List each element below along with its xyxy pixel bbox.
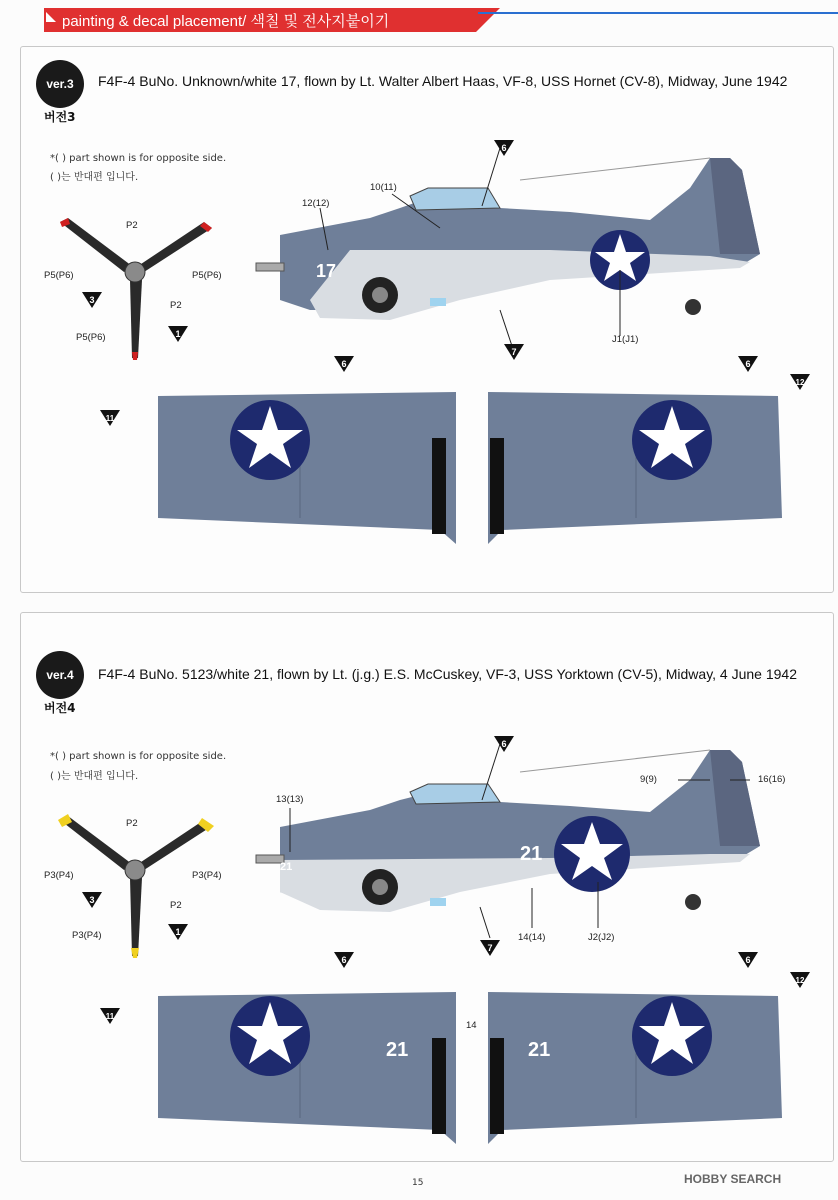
callout-marker	[738, 952, 758, 970]
callout-marker	[82, 892, 102, 910]
callout-number: 12	[795, 378, 805, 387]
national-insignia	[230, 400, 310, 480]
decal-label: 14	[466, 1020, 477, 1031]
decal-label: 16(16)	[758, 774, 786, 785]
callout-marker	[334, 952, 354, 970]
callout-marker	[494, 736, 514, 754]
national-insignia	[632, 400, 712, 480]
propeller-hub	[125, 860, 145, 880]
callout-marker	[168, 924, 188, 942]
aircraft-side-view	[250, 150, 780, 340]
propeller-blade	[138, 818, 214, 870]
opposite-side-note-korean: ( )는 반대편 입니다.	[50, 771, 139, 782]
callout-number: 7	[487, 943, 493, 953]
wing-top-right	[486, 388, 786, 548]
prop-label-left: P5(P6)	[44, 270, 74, 281]
version-badge-korean: 버전3	[44, 110, 76, 124]
wing-top-left	[150, 388, 460, 548]
fuselage-lower	[280, 854, 750, 912]
wing-walk-stripe	[432, 1038, 446, 1134]
page-title: painting & decal placement/ 색칠 및 전사지붙이기	[62, 13, 390, 30]
callout-number: 3	[89, 895, 95, 905]
decal-label: 13(13)	[276, 794, 304, 805]
version-badge: ver.4	[36, 651, 84, 699]
header-flag-icon	[46, 12, 56, 22]
fuselage-number: 21	[520, 843, 543, 865]
scheme-title: F4F-4 BuNo. 5123/white 21, flown by Lt. (j.g.) E.S. McCuskey, VF-3, USS Yorktown (CV-5), Midway, 4 June 1942	[98, 666, 798, 682]
propeller-blade	[58, 814, 132, 870]
version-badge: ver.3	[36, 60, 84, 108]
tail-wheel	[685, 299, 701, 315]
propeller-blade	[130, 280, 142, 360]
callout-number: 1	[175, 329, 181, 339]
callout-marker	[100, 1008, 120, 1026]
version-badge-korean: 버전4	[44, 701, 76, 715]
propeller-hub	[125, 262, 145, 282]
decal-label: J1(J1)	[612, 334, 639, 345]
tail-wheel	[685, 894, 701, 910]
decal-label: 14(14)	[518, 932, 546, 943]
decal-label: 10(11)	[370, 182, 397, 193]
callout-number: 6	[341, 955, 347, 965]
callout-number: 6	[745, 359, 751, 369]
callout-number: 1	[175, 927, 181, 937]
wing-top-right	[486, 988, 786, 1148]
callout-marker	[504, 344, 524, 362]
prop-label-top: P2	[126, 818, 138, 829]
callout-number: 3	[89, 295, 95, 305]
callout-marker	[168, 326, 188, 344]
propeller-blade	[130, 878, 142, 958]
prop-label-right: P3(P4)	[192, 870, 222, 881]
prop-label-right: P5(P6)	[192, 270, 222, 281]
national-insignia	[230, 996, 310, 1076]
wing-number: 21	[528, 1039, 551, 1061]
propeller-diagram	[40, 808, 230, 968]
decal-label: 9(9)	[640, 774, 657, 785]
opposite-side-note: *( ) part shown is for opposite side.	[50, 153, 227, 164]
opposite-side-note: *( ) part shown is for opposite side.	[50, 751, 227, 762]
callout-marker	[738, 356, 758, 374]
wing-walk-stripe	[490, 1038, 504, 1134]
fuselage-number: 17	[316, 261, 337, 281]
callout-marker	[100, 410, 120, 428]
prop-label-left: P3(P4)	[44, 870, 74, 881]
wing-top-left	[150, 988, 460, 1148]
decal-label: 12(12)	[302, 198, 330, 209]
callout-number: 12	[795, 976, 805, 985]
national-insignia	[554, 816, 630, 892]
nose-number: 21	[280, 861, 293, 873]
national-insignia	[632, 996, 712, 1076]
propeller-diagram	[40, 210, 230, 370]
decal-label: J2(J2)	[588, 932, 615, 943]
callout-number: 6	[501, 143, 507, 153]
wing-number: 21	[386, 1039, 409, 1061]
callout-number: 11	[105, 414, 115, 423]
wing-walk-stripe	[432, 438, 446, 534]
scheme-title: F4F-4 BuNo. Unknown/white 17, flown by Lt. Walter Albert Haas, VF-8, USS Hornet (CV-8), Midway, June 1942	[98, 73, 788, 89]
propeller-blade	[60, 218, 132, 272]
gun-barrel	[256, 263, 284, 271]
window	[430, 898, 446, 906]
callout-marker	[334, 356, 354, 374]
callout-number: 6	[341, 359, 347, 369]
page-number: 15	[412, 1178, 424, 1188]
window	[430, 298, 446, 306]
wing-walk-stripe	[490, 438, 504, 534]
callout-marker	[790, 972, 810, 990]
callout-marker	[790, 374, 810, 392]
watermark: HOBBY SEARCH	[684, 1172, 782, 1186]
prop-label-mid: P2	[170, 900, 182, 911]
prop-label-bottom: P3(P4)	[72, 930, 102, 941]
header-rule	[478, 12, 838, 14]
callout-number: 6	[745, 955, 751, 965]
opposite-side-note-korean: ( )는 반대편 입니다.	[50, 172, 139, 183]
callout-marker	[480, 940, 500, 958]
callout-marker	[82, 292, 102, 310]
callout-number: 7	[511, 347, 517, 357]
prop-label-mid: P2	[170, 300, 182, 311]
propeller-blade	[138, 222, 212, 272]
callout-marker	[494, 140, 514, 158]
callout-number: 6	[501, 739, 507, 749]
prop-label-top: P2	[126, 220, 138, 231]
prop-label-bottom: P5(P6)	[76, 332, 106, 343]
aircraft-side-view	[250, 742, 780, 932]
callout-number: 11	[105, 1012, 115, 1021]
